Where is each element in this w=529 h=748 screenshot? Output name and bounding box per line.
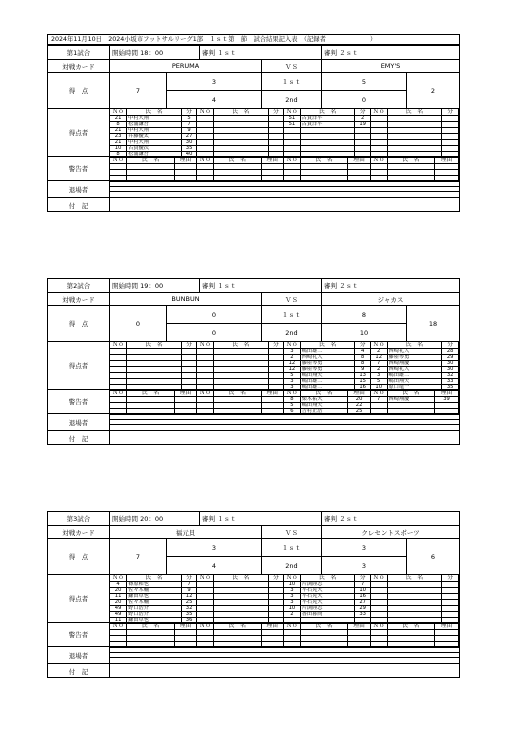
player-no: 10 (284, 582, 301, 588)
goal-minute: 28 (442, 349, 459, 355)
goal-minute: 32 (442, 373, 459, 379)
warnings-table (110, 390, 459, 415)
col-reason-header: 理由 (261, 623, 284, 630)
player-no: 3 (370, 373, 387, 379)
half-2nd-label: 2nd (262, 91, 322, 109)
col-name-header: 氏 名 (213, 109, 268, 116)
match-block (47, 45, 460, 212)
col-no-header: Ｎｏ (284, 623, 301, 630)
match-card-row (48, 293, 459, 306)
referee-1st[interactable]: 審判 １ｓｔ (200, 46, 322, 59)
score-block (48, 306, 459, 342)
player-name: 西崎礼人 (387, 367, 442, 373)
scorers-table (110, 109, 459, 158)
score-label: 得 点 (48, 539, 110, 574)
col-no-header: Ｎｏ (284, 109, 301, 116)
goal-minute: 10 (355, 588, 370, 594)
player-name: 古賀優次 (127, 146, 182, 152)
player-name: 西崎礼人 (300, 355, 355, 361)
vs-label: ＶＳ (262, 293, 322, 305)
away-total: 6 (430, 552, 436, 561)
match-title: 第2試合 (48, 279, 110, 292)
home-team: BUNBUN (110, 293, 262, 305)
notes-field[interactable] (110, 198, 459, 212)
col-no-header: Ｎｏ (197, 157, 214, 164)
away-total: 2 (430, 86, 436, 95)
col-min-header: 分 (355, 342, 370, 349)
player-name: 藤屋琴勇 (300, 367, 355, 373)
player-no: 2 (284, 355, 301, 361)
warning-reason: 20 (348, 397, 371, 403)
match-title: 第3試合 (48, 512, 110, 525)
match-block (47, 511, 460, 678)
referee-1st[interactable]: 審判 １ｓｔ (200, 279, 322, 292)
scorers-label: 得点者 (48, 575, 110, 622)
col-min-header: 分 (268, 575, 283, 582)
scorers-label: 得点者 (48, 109, 110, 156)
col-name-header: 氏 名 (300, 342, 355, 349)
col-name-header: 氏 名 (387, 623, 435, 630)
col-min-header: 分 (355, 109, 370, 116)
player-no: 3 (284, 600, 301, 606)
player-name: 嶋田雄二 (300, 349, 355, 355)
player-no: 12 (284, 367, 301, 373)
player-no: 20 (110, 588, 127, 594)
away-1st-score: 3 (322, 539, 407, 557)
col-reason-header: 理由 (435, 390, 459, 397)
warnings-table (110, 623, 459, 648)
col-name-header: 氏 名 (127, 575, 182, 582)
away-1st-score: 8 (322, 306, 407, 324)
col-min-header: 分 (442, 575, 459, 582)
notes-field[interactable] (110, 664, 459, 678)
notes-label: 付 記 (48, 431, 110, 445)
col-no-header: Ｎｏ (370, 342, 387, 349)
col-name-header: 氏 名 (387, 342, 442, 349)
goal-minute: 9 (181, 128, 196, 134)
goal-minute: 15 (355, 379, 370, 385)
notes-row (48, 664, 459, 678)
col-no-header: Ｎｏ (197, 390, 214, 397)
kickoff-label: 開始時間 (112, 515, 138, 523)
referee-2nd[interactable]: 審判 ２ｓｔ (324, 515, 359, 523)
player-name: 平石晃大 (300, 594, 355, 600)
sheet-header: 2024年11月10日 2024小坂市フットサルリーグ1部 １ｓｔ第 節 試合結果記入表 （記録者 ） (47, 34, 460, 45)
player-name: 藤屋琴勇 (387, 355, 442, 361)
ejections-label: 退場者 (48, 414, 110, 430)
player-name: 平石晃大 (300, 600, 355, 606)
player-name: 古賀洋平 (300, 122, 355, 128)
player-no: 11 (110, 618, 127, 624)
scorers-block (48, 109, 459, 157)
col-name-header: 氏 名 (213, 623, 261, 630)
col-name-header: 氏 名 (387, 575, 442, 582)
kickoff-time: 18：00 (140, 49, 164, 57)
warning-reason: 25 (348, 409, 371, 415)
player-name: 嶋田翔矢 (300, 373, 355, 379)
player-no: 2 (370, 349, 387, 355)
col-reason-header: 理由 (435, 623, 459, 630)
player-no: 49 (110, 606, 127, 612)
col-min-header: 分 (355, 575, 370, 582)
player-name: 松浦謙吾 (127, 122, 182, 128)
away-1st-score: 5 (322, 73, 407, 91)
match-info-row (48, 512, 459, 526)
goal-minute: 7 (181, 122, 196, 128)
col-no-header: Ｎｏ (110, 109, 127, 116)
goal-minute: 33 (442, 379, 459, 385)
player-name: 嶋田翔矢 (387, 379, 442, 385)
goal-minute: 8 (355, 361, 370, 367)
col-name-header: 氏 名 (213, 390, 261, 397)
warnings-block (48, 623, 459, 647)
col-min-header: 分 (268, 109, 283, 116)
player-no: 8 (110, 152, 127, 158)
player-no: 5 (284, 373, 301, 379)
notes-row (48, 198, 459, 212)
player-name: 古賀洋平 (300, 116, 355, 122)
col-name-header: 氏 名 (300, 109, 355, 116)
half-1st-label: １ｓｔ (262, 306, 322, 324)
goal-minute: 5 (181, 116, 196, 122)
player-no: 5 (284, 403, 301, 409)
col-reason-header: 理由 (435, 157, 459, 164)
player-no: 49 (110, 612, 127, 618)
player-name: 中村大翔 (127, 116, 182, 122)
match-block (47, 278, 460, 445)
player-name: 西崎翔慶 (387, 397, 435, 403)
ejections-row (48, 414, 459, 431)
player-no: 2 (370, 367, 387, 373)
player-no: 11 (110, 594, 127, 600)
match-card-label: 対戦カード (48, 526, 110, 538)
player-name: 嶋田雄二 (387, 373, 442, 379)
col-name-header: 氏 名 (387, 157, 435, 164)
col-no-header: Ｎｏ (370, 390, 387, 397)
col-no-header: Ｎｏ (197, 342, 214, 349)
player-no: 4 (110, 582, 127, 588)
home-total: 7 (110, 539, 167, 574)
player-name: 片渕陸志 (300, 582, 355, 588)
kickoff-label: 開始時間 (112, 49, 138, 57)
col-name-header: 氏 名 (300, 623, 348, 630)
warnings-label: 警告者 (48, 623, 110, 646)
player-name: 佐々木輔 (127, 588, 182, 594)
player-no: 2 (284, 612, 301, 618)
col-reason-header: 理由 (174, 157, 197, 164)
goal-minute: 13 (355, 373, 370, 379)
col-no-header: Ｎｏ (284, 390, 301, 397)
scorers-block (48, 575, 459, 623)
goal-minute: 30 (442, 367, 459, 373)
player-name: 嶋田雄二 (300, 379, 355, 385)
player-no: 7 (370, 397, 387, 403)
ejections-label: 退場者 (48, 647, 110, 663)
player-name: 中村大翔 (127, 140, 182, 146)
player-no: 21 (110, 140, 127, 146)
goal-minute: 27 (181, 134, 196, 140)
col-name-header: 氏 名 (127, 390, 175, 397)
col-min-header: 分 (268, 342, 283, 349)
col-min-header: 分 (181, 342, 196, 349)
player-name: 西崎礼人 (387, 349, 442, 355)
home-total: 0 (110, 306, 167, 341)
warnings-block (48, 157, 459, 181)
score-label: 得 点 (48, 306, 110, 341)
goal-minute: 30 (442, 361, 459, 367)
home-2nd-score: 0 (167, 324, 262, 342)
home-total: 7 (110, 73, 167, 108)
warning-reason: 22 (348, 403, 371, 409)
player-no: 10 (370, 385, 387, 391)
player-no: 3 (284, 385, 301, 391)
col-no-header: Ｎｏ (110, 575, 127, 582)
col-no-header: Ｎｏ (370, 157, 387, 164)
warnings-label: 警告者 (48, 157, 110, 180)
score-block (48, 539, 459, 575)
player-no: 3 (284, 349, 301, 355)
ejections-row (48, 181, 459, 198)
goal-minute: 9 (355, 367, 370, 373)
home-1st-score: 3 (167, 539, 262, 557)
goal-minute: 35 (181, 146, 196, 152)
kickoff-time: 20：00 (140, 515, 164, 523)
ejections-row (48, 647, 459, 664)
col-name-header: 氏 名 (213, 342, 268, 349)
player-no: 21 (110, 116, 127, 122)
notes-field[interactable] (110, 431, 459, 445)
match-title: 第1試合 (48, 46, 110, 59)
player-name: 吉村正浩 (300, 409, 348, 415)
notes-label: 付 記 (48, 664, 110, 678)
home-team: 福元貝 (110, 526, 262, 538)
goal-minute: 7 (181, 582, 196, 588)
player-no: 51 (284, 116, 301, 122)
player-name: 野口浩介 (127, 612, 182, 618)
col-no-header: Ｎｏ (110, 342, 127, 349)
col-no-header: Ｎｏ (197, 109, 214, 116)
notes-row (48, 431, 459, 445)
player-name: 松浦謙吾 (127, 152, 182, 158)
warnings-label: 警告者 (48, 390, 110, 413)
away-2nd-score: 0 (322, 91, 407, 109)
away-2nd-score: 10 (322, 324, 407, 342)
half-2nd-label: 2nd (262, 324, 322, 342)
goal-minute: 16 (355, 385, 370, 391)
col-name-header: 氏 名 (387, 109, 442, 116)
col-no-header: Ｎｏ (197, 575, 214, 582)
match-info-row (48, 279, 459, 293)
player-name: 野口浩介 (127, 606, 182, 612)
goal-minute: 8 (355, 355, 370, 361)
away-2nd-score: 3 (322, 557, 407, 575)
col-no-header: Ｎｏ (370, 575, 387, 582)
notes-label: 付 記 (48, 198, 110, 212)
player-name: 嶋田雄二 (300, 385, 355, 391)
player-no: 3 (284, 379, 301, 385)
col-reason-header: 理由 (174, 390, 197, 397)
col-reason-header: 理由 (348, 390, 371, 397)
player-no: 12 (284, 361, 301, 367)
warning-reason: 39 (435, 397, 459, 403)
player-no: 10 (284, 606, 301, 612)
player-name: 柴木祐大 (300, 397, 348, 403)
col-name-header: 氏 名 (300, 575, 355, 582)
player-name: 原口竜一 (387, 385, 442, 391)
vs-label: ＶＳ (262, 60, 322, 72)
scorers-table (110, 342, 459, 391)
goal-minute: 35 (442, 385, 459, 391)
col-name-header: 氏 名 (127, 342, 182, 349)
score-block (48, 73, 459, 109)
away-team: ジャカス (377, 295, 404, 304)
half-1st-label: １ｓｔ (262, 73, 322, 91)
col-reason-header: 理由 (261, 390, 284, 397)
goal-minute: 40 (181, 152, 196, 158)
goal-minute: 36 (181, 618, 196, 624)
goal-minute: 4 (355, 349, 370, 355)
goal-minute: 7 (355, 582, 370, 588)
player-no: 8 (284, 397, 301, 403)
away-team: クレセントスポーツ (361, 528, 420, 537)
player-name: 香田暮尚 (300, 612, 355, 618)
col-no-header: Ｎｏ (110, 623, 127, 630)
player-no: 20 (110, 600, 127, 606)
col-min-header: 分 (442, 342, 459, 349)
player-no: 51 (284, 122, 301, 128)
kickoff-time: 19：00 (140, 282, 164, 290)
goal-minute: 9 (181, 588, 196, 594)
match-card-row (48, 526, 459, 539)
player-no: 12 (370, 355, 387, 361)
col-reason-header: 理由 (261, 157, 284, 164)
referee-1st[interactable]: 審判 １ｓｔ (200, 512, 322, 525)
col-no-header: Ｎｏ (284, 157, 301, 164)
col-name-header: 氏 名 (127, 157, 175, 164)
score-label: 得 点 (48, 73, 110, 108)
col-no-header: Ｎｏ (370, 109, 387, 116)
home-team: PERUMA (110, 60, 262, 72)
away-total: 18 (428, 319, 438, 328)
goal-minute: 32 (181, 606, 196, 612)
scorers-block (48, 342, 459, 390)
ejections-label: 退場者 (48, 181, 110, 197)
player-name: 平石晃大 (300, 588, 355, 594)
match-card-label: 対戦カード (48, 293, 110, 305)
goal-minute: 19 (355, 122, 370, 128)
goal-minute: 30 (181, 140, 196, 146)
player-name: 西崎翔慶 (387, 361, 442, 367)
col-name-header: 氏 名 (300, 157, 348, 164)
col-name-header: 氏 名 (213, 575, 268, 582)
goal-minute: 25 (181, 600, 196, 606)
col-no-header: Ｎｏ (284, 575, 301, 582)
goal-minute: 29 (442, 355, 459, 361)
player-no: 23 (110, 134, 127, 140)
goal-minute: 35 (181, 612, 196, 618)
col-name-header: 氏 名 (127, 623, 175, 630)
goal-minute: 16 (355, 594, 370, 600)
player-no: 5 (370, 379, 387, 385)
player-no: 3 (284, 594, 301, 600)
player-no: 8 (110, 122, 127, 128)
col-name-header: 氏 名 (127, 109, 182, 116)
half-2nd-label: 2nd (262, 557, 322, 575)
goal-minute: 27 (355, 600, 370, 606)
goal-minute: 12 (181, 594, 196, 600)
col-reason-header: 理由 (348, 157, 371, 164)
referee-2nd[interactable]: 審判 ２ｓｔ (324, 49, 359, 57)
player-name: 鎌田卓也 (127, 618, 182, 624)
col-no-header: Ｎｏ (370, 623, 387, 630)
col-min-header: 分 (181, 575, 196, 582)
referee-2nd[interactable]: 審判 ２ｓｔ (324, 282, 359, 290)
scorers-label: 得点者 (48, 342, 110, 389)
goal-minute: 29 (355, 606, 370, 612)
kickoff-label: 開始時間 (112, 282, 138, 290)
col-name-header: 氏 名 (300, 390, 348, 397)
home-2nd-score: 4 (167, 91, 262, 109)
match-card-row (48, 60, 459, 73)
col-reason-header: 理由 (348, 623, 371, 630)
col-name-header: 氏 名 (387, 390, 435, 397)
goal-minute: 2 (355, 116, 370, 122)
player-name: 佐々木輔 (127, 600, 182, 606)
home-2nd-score: 4 (167, 557, 262, 575)
player-name: 片渕陸志 (300, 606, 355, 612)
scorers-table (110, 575, 459, 624)
col-min-header: 分 (442, 109, 459, 116)
player-no: 10 (110, 146, 127, 152)
warnings-block (48, 390, 459, 414)
col-no-header: Ｎｏ (110, 157, 127, 164)
half-1st-label: １ｓｔ (262, 539, 322, 557)
player-name: 井藤優太 (127, 134, 182, 140)
player-name: 篠原和也 (127, 582, 182, 588)
col-min-header: 分 (181, 109, 196, 116)
goal-minute: 33 (355, 612, 370, 618)
match-info-row (48, 46, 459, 60)
col-no-header: Ｎｏ (197, 623, 214, 630)
player-name: 鎌田卓也 (127, 594, 182, 600)
player-name: 嶋田翔矢 (300, 403, 348, 409)
player-no: 21 (110, 128, 127, 134)
col-reason-header: 理由 (174, 623, 197, 630)
away-team: EMY'S (380, 62, 401, 70)
home-1st-score: 3 (167, 73, 262, 91)
col-no-header: Ｎｏ (110, 390, 127, 397)
warnings-table (110, 157, 459, 182)
player-no: 3 (284, 588, 301, 594)
vs-label: ＶＳ (262, 526, 322, 538)
match-card-label: 対戦カード (48, 60, 110, 72)
player-no: 7 (370, 361, 387, 367)
player-no: 6 (284, 409, 301, 415)
col-name-header: 氏 名 (213, 157, 261, 164)
player-name: 藤屋琴勇 (300, 361, 355, 367)
col-no-header: Ｎｏ (284, 342, 301, 349)
home-1st-score: 0 (167, 306, 262, 324)
player-name: 中村大翔 (127, 128, 182, 134)
